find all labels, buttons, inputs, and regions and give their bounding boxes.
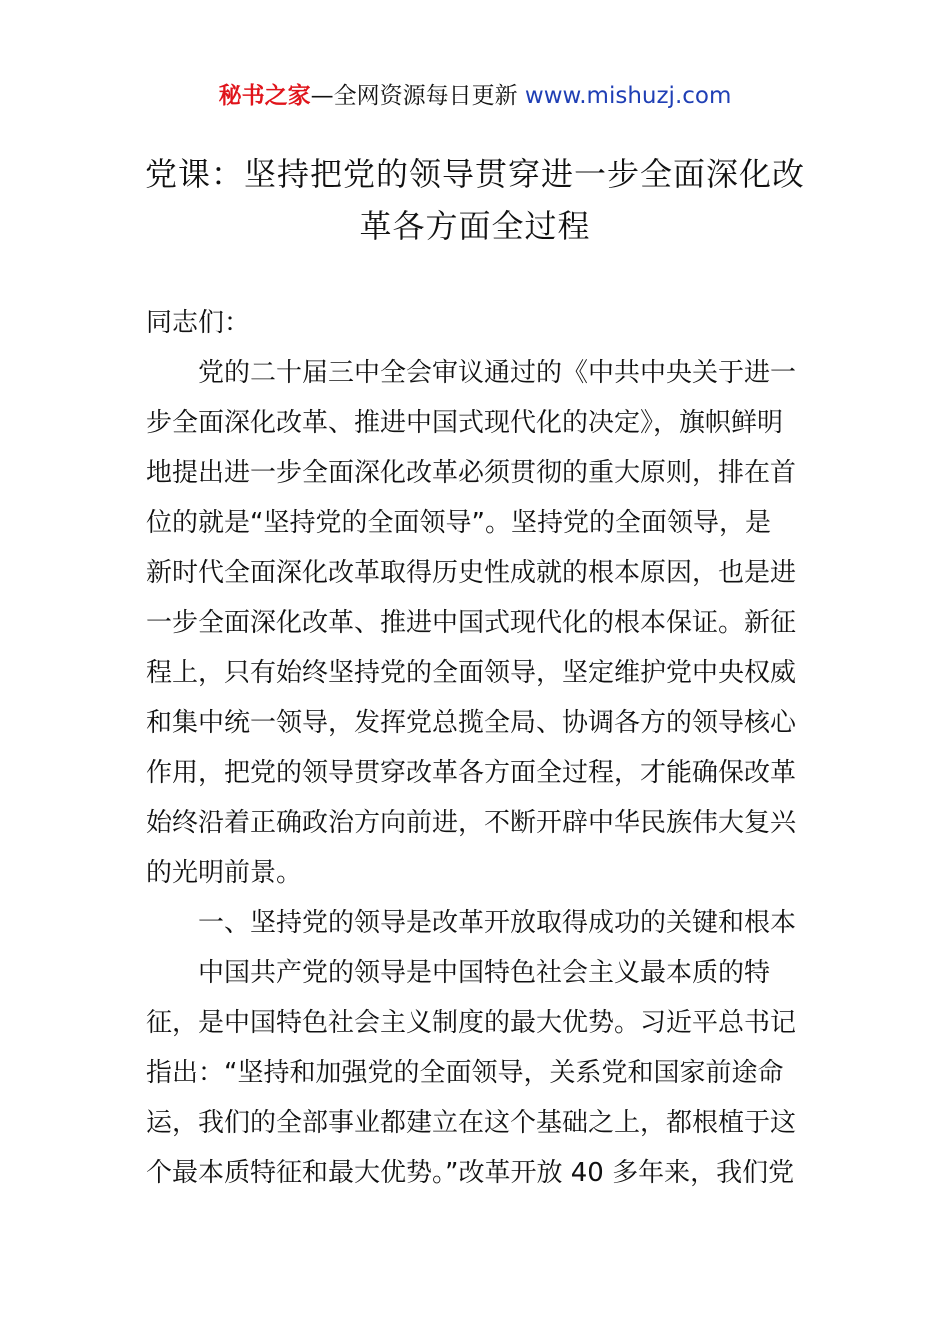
body-line: 个最本质特征和最大优势。”改革开放 40 多年来，我们党 <box>146 1158 795 1188</box>
body-line: 位的就是“坚持党的全面领导”。坚持党的全面领导，是 <box>146 508 771 538</box>
body-line: 指出：“坚持和加强党的全面领导，关系党和国家前途命 <box>146 1058 784 1088</box>
document-body <box>146 298 826 1198</box>
body-line: 中国共产党的领导是中国特色社会主义最本质的特 <box>146 958 771 988</box>
body-line: 运，我们的全部事业都建立在这个基础之上，都根植于这 <box>146 1108 797 1138</box>
section-heading: 一、坚持党的领导是改革开放取得成功的关键和根本 <box>146 908 797 938</box>
site-header <box>0 78 950 114</box>
body-line: 征，是中国特色社会主义制度的最大优势。习近平总书记 <box>146 1008 797 1038</box>
body-line: 一步全面深化改革、推进中国式现代化的根本保证。新征 <box>146 608 797 638</box>
site-url-link[interactable]: www.mishuzj.com <box>524 83 732 109</box>
site-brand: 秘书之家 <box>218 83 311 109</box>
body-line: 党的二十届三中全会审议通过的《中共中央关于进一 <box>146 358 797 388</box>
body-line: 新时代全面深化改革取得历史性成就的根本原因，也是进 <box>146 558 797 588</box>
document-title-line-1: 党课：坚持把党的领导贯穿进一步全面深化改 <box>144 155 805 193</box>
body-line: 地提出进一步全面深化改革必须贯彻的重大原则，排在首 <box>146 458 797 488</box>
document-title <box>0 148 950 252</box>
body-line: 和集中统一领导，发挥党总揽全局、协调各方的领导核心 <box>146 708 797 738</box>
body-line: 始终沿着正确政治方向前进，不断开辟中华民族伟大复兴 <box>146 808 797 838</box>
body-line: 的光明前景。 <box>146 858 303 888</box>
body-line: 程上，只有始终坚持党的全面领导，坚定维护党中央权威 <box>146 658 797 688</box>
salutation: 同志们： <box>146 308 251 338</box>
site-tagline: —全网资源每日更新 <box>310 83 525 109</box>
body-line: 步全面深化改革、推进中国式现代化的决定》，旗帜鲜明 <box>146 408 784 438</box>
body-line: 作用，把党的领导贯穿改革各方面全过程，才能确保改革 <box>146 758 797 788</box>
document-title-line-2: 革各方面全过程 <box>359 207 591 245</box>
